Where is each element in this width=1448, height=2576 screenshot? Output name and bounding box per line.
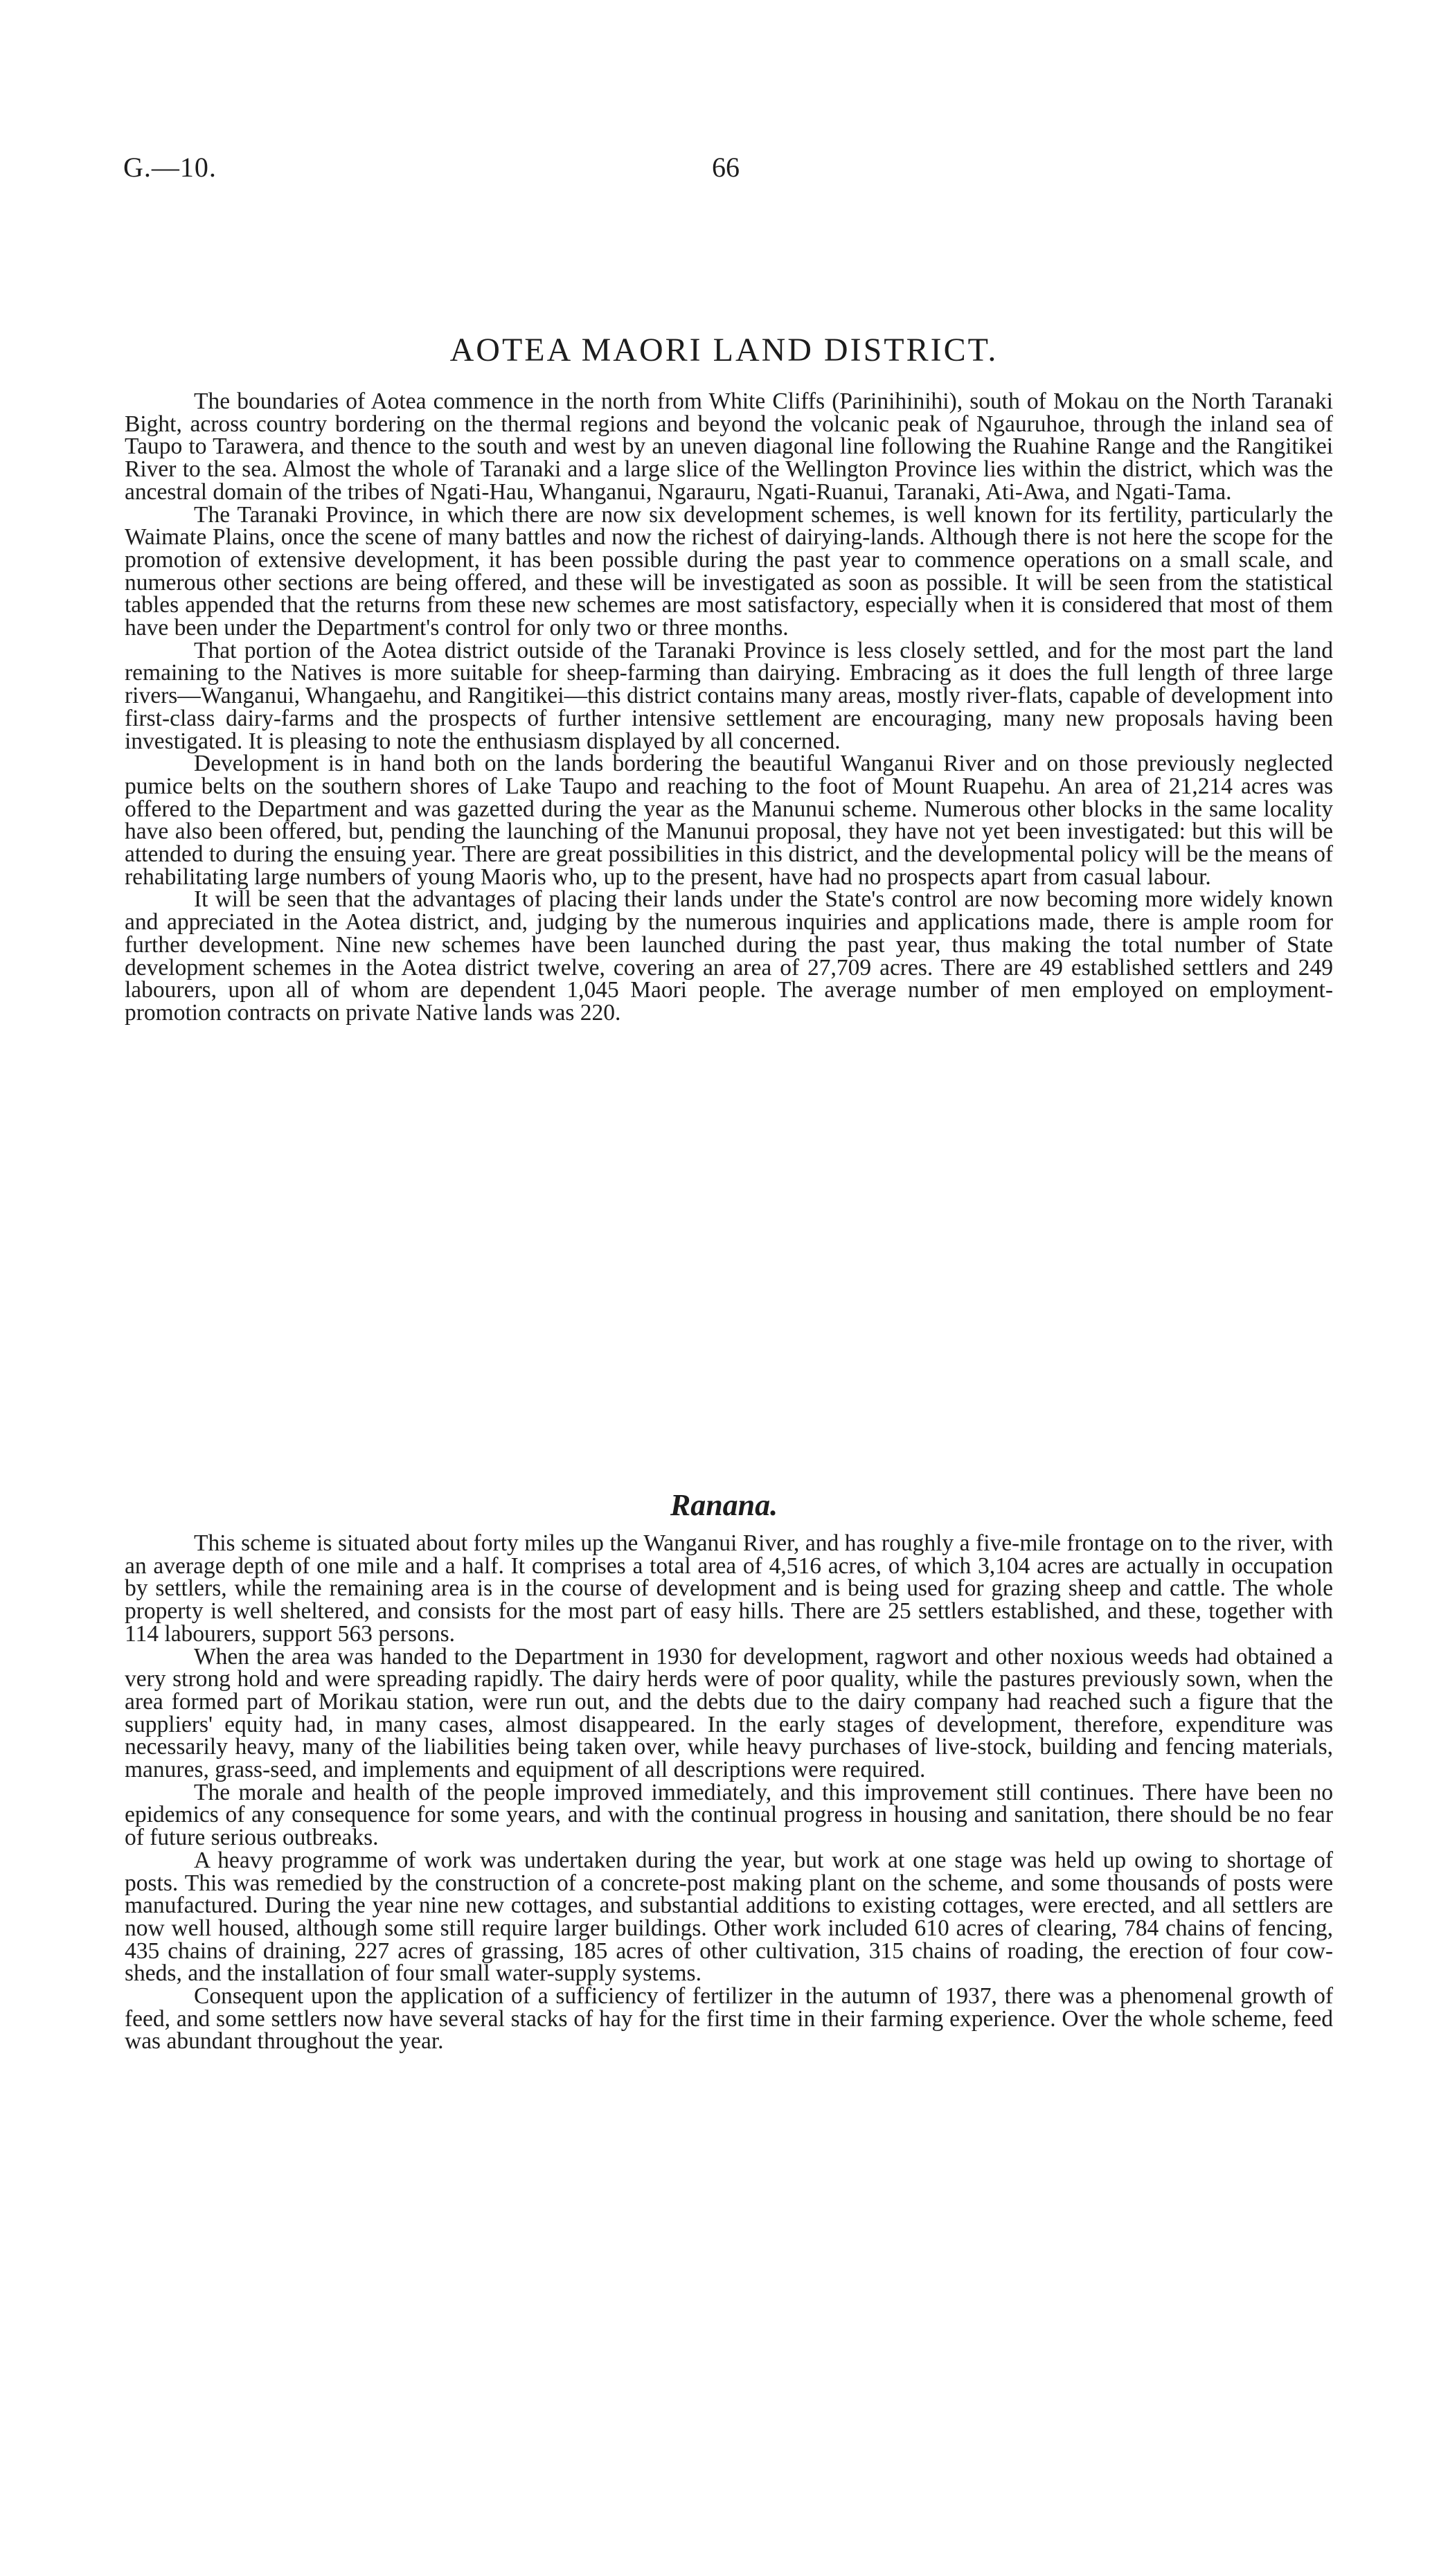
ranana-paragraph: A heavy programme of work was undertaken during the year, but work at one stage was held up owing to shortage of posts. This was remedied by the construction of a concrete-post making plant on the scheme, and some thousands of posts were manufactured. During the year nine new cottages, and substantial additions to existing cottages, were erected, and all settlers are now well housed, although some still require larger buildings. Other work included 610 acres of clearing, 784 chains of fencing, 435 chains of draining, 227 acres of grassing, 185 acres of other cultivation, 315 chains of roading, the erection of four cow-sheds, and the installation of four small water-supply systems. [125, 1847, 1333, 1987]
ranana-heading: Ranana. [670, 1488, 778, 1522]
ranana-paragraph: Consequent upon the application of a sufficiency of fertilizer in the autumn of 1937, there was a phenomenal growth of feed, and some settlers now have several stacks of hay for the first time in their farming experience. Over the whole scheme, feed was abundant throughout the year. [125, 1983, 1333, 2055]
ranana-section [125, 1532, 1333, 2053]
intro-section [125, 388, 1333, 1026]
ranana-paragraph: When the area was handed to the Department in 1930 for development, ragwort and other noxious weeds had obtained a very strong hold and were spreading rapidly. The dairy herds were of poor quality, while the pastures previously sown, when the area formed part of Morikau station, were run out, and the debts due to the dairy company had reached such a figure that the suppliers' equity had, in many cases, almost disappeared. In the early stages of development, therefore, expenditure was necessarily heavy, many of the liabilities being taken over, while heavy purchases of live-stock, building and fencing materials, manures, grass-seed, and implements and equipment of all descriptions were required. [125, 1643, 1333, 1783]
report-reference: G.—10. [123, 152, 217, 183]
intro-paragraph: It will be seen that the advantages of placing their lands under the State's control are now becoming more widely known and appreciated in the Aotea district, and, judging by the numerous inquiries and applications made, there is ample room for further development. Nine new schemes have been launched during the past year, thus making the total number of State development schemes in the Aotea district twelve, covering an area of 27,709 acres. There are 49 established settlers and 249 labourers, upon all of whom are dependent 1,045 Maori people. The average number of men employed on employment-promotion contracts on private Native lands was 220. [125, 886, 1333, 1026]
intro-paragraph: That portion of the Aotea district outside of the Taranaki Province is less closely settled, and for the most part the land remaining to the Natives is more suitable for sheep-farming than dairying. Embracing as it does the full length of three large rivers—Wanganui, Whangaehu, and Rangitikei—this district contains many areas, mostly river-flats, capable of development into first-class dairy-farms and the prospects of further intensive settlement are encouraging, many new proposals having been investigated. It is pleasing to note the enthusiasm displayed by all concerned. [125, 637, 1333, 754]
ranana-paragraph: The morale and health of the people improved immediately, and this improvement still continues. There have been no epidemics of any consequence for some years, and with the continual progress in housing and sanitation, there should be no fear of future serious outbreaks. [125, 1779, 1333, 1851]
intro-paragraph: The boundaries of Aotea commence in the north from White Cliffs (Parinihinihi), south of Mokau on the North Taranaki Bight, across country bordering on the thermal regions and beyond the volcanic peak of Ngauruhoe, through the inland sea of Taupo to Tarawera, and thence to the south and west by an uneven diagonal line following the Ruahine Range and the Rangitikei River to the sea. Almost the whole of Taranaki and a large slice of the Wellington Province lies within the district, which was the ancestral domain of the tribes of Ngati-Hau, Whanganui, Ngarauru, Ngati-Ruanui, Taranaki, Ati-Awa, and Ngati-Tama. [125, 388, 1333, 505]
page-number: 66 [712, 152, 740, 183]
page-title: AOTEA MAORI LAND DISTRICT. [449, 332, 999, 368]
intro-paragraph: The Taranaki Province, in which there are now six development schemes, is well known for its fertility, particularly the Waimate Plains, once the scene of many battles and now the richest of dairying-lands. Although there is not here the scope for the promotion of extensive development, it has been possible during the past year to commence operations on a small scale, and numerous other sections are being offered, and these will be investigated as soon as possible. It will be seen from the statistical tables appended that the returns from these new schemes are most satisfactory, especially when it is considered that most of them have been under the Department's control for only two or three months. [125, 501, 1333, 641]
ranana-paragraph: This scheme is situated about forty miles up the Wanganui River, and has roughly a five-mile frontage on to the river, with an average depth of one mile and a half. It comprises a total area of 4,516 acres, of which 3,104 acres are actually in occupation by settlers, while the remaining area is in the course of development and is being used for grazing sheep and cattle. The whole property is well sheltered, and consists for the most part of easy hills. There are 25 settlers established, and these, together with 114 labourers, support 563 persons. [125, 1530, 1333, 1647]
intro-paragraph: Development is in hand both on the lands bordering the beautiful Wanganui River and on those previously neglected pumice belts on the southern shores of Lake Taupo and reaching to the foot of Mount Ruapehu. An area of 21,214 acres was offered to the Department and was gazetted during the year as the Manunui scheme. Numerous other blocks in the same locality have also been offered, but, pending the launching of the Manunui proposal, they have not yet been investigated: but this will be attended to during the ensuing year. There are great possibilities in this district, and the developmental policy will be the means of rehabilitating large numbers of young Maoris who, up to the present, have had no prospects apart from casual labour. [125, 751, 1333, 890]
